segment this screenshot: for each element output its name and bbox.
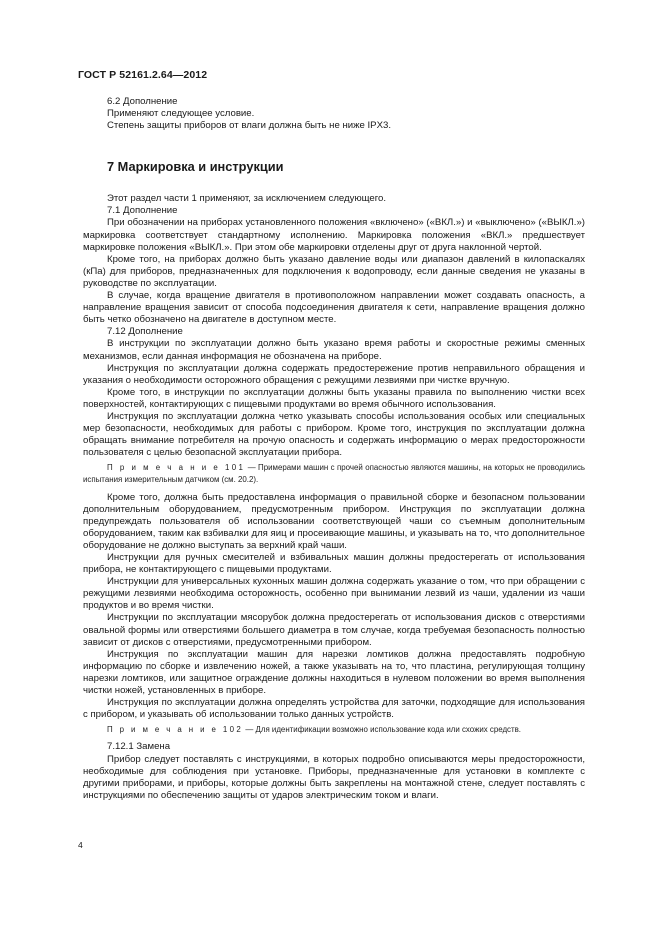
- note-label: П р и м е ч а н и е 101: [107, 463, 246, 473]
- paragraph: Инструкции для универсальных кухонных машин должна содержать указание о том, что при обращении с режущими лезвиями необходима осторожность, особенно при вынимании лезвий из чаши, удалении из чаши продуктов и во время чистки.: [83, 576, 585, 612]
- paragraph: Инструкция по эксплуатации машин для нарезки ломтиков должна предоставлять подробную информацию по сборке и извлечению ножей, а также указывать на то, что пластина, регулирующая толщину нарезки ломтиков, или защитное ограждение должны находиться в нулевом положении во время выполнения чистки ножей, установленных в приборе.: [83, 648, 585, 697]
- paragraph: Кроме того, в инструкции по эксплуатации должны быть указаны правила по выполнению чистки всех поверхностей, контактирующих с пищевыми продуктами во время обычного использования.: [83, 386, 585, 410]
- paragraph: Инструкции по эксплуатации мясорубок должна предостерегать от использования дисков с отверстиями овальной формы или отверстиями большего диаметра в том случае, когда требуемая безопасность полностью зависит от дисков с отверстиями, предусмотренными прибором.: [83, 612, 585, 648]
- paragraph: Степень защиты приборов от влаги должна быть не ниже IPX3.: [107, 120, 391, 132]
- paragraph: В случае, когда вращение двигателя в противоположном направлении может создавать опасность, а направление вращения зависит от способа подсоединения двигателя к сети, направление вращения должно быть четко обозначено на двигателе в доступном месте.: [83, 290, 585, 326]
- document-body: [83, 96, 585, 802]
- note-101: [83, 462, 585, 486]
- document-header: ГОСТ Р 52161.2.64—2012: [78, 69, 208, 81]
- paragraph: В инструкции по эксплуатации должно быть указано время работы и скоростные режимы сменных механизмов, если данная информация не обозначена на приборе.: [83, 338, 585, 362]
- section-7-12-title: 7.12 Дополнение: [107, 326, 183, 338]
- paragraph: Прибор следует поставлять с инструкциями, в которых подробно описываются меры предосторожности, необходимые для соблюдения при установке. Приборы, предназначенные для установки в комплекте с другими приборами, и приборы, которые должны быть закреплены на монтажной стене, следует поставлять с инструкциями по обеспечению защиты от ударов электрическим током и влаги.: [83, 753, 585, 801]
- paragraph: Инструкция по эксплуатации должна содержать предостережение против неправильного обращения и указания о необходимости осторожного обращения с режущими лезвиями при чистке вручную.: [83, 362, 585, 386]
- note-label: П р и м е ч а н и е 102: [107, 725, 244, 735]
- note-text: — Примерами машин с прочей опасностью являются машины, на которых не проводились испытания измерительным датчиком (см. 20.2).: [83, 463, 585, 485]
- paragraph: Инструкция по эксплуатации должна четко указывать способы использования особых или специальных мер безопасности, необходимых для работы с прибором. Кроме того, инструкция по эксплуатации должна обращать внимание потребителя на прочую опасность и содержать информацию о мерах предосторожности пользователя с целью безопасной эксплуатации прибора.: [83, 410, 585, 459]
- section-7-heading: 7 Маркировка и инструкции: [107, 159, 284, 175]
- section-7-12-1-title: 7.12.1 Замена: [107, 741, 171, 753]
- paragraph: Кроме того, должна быть предоставлена информация о правильной сборке и безопасном пользовании дополнительным оборудованием, предусмотренным прибором. Инструкция по эксплуатации должна предупреждать пользователя об использовании соответствующей чаши со съемным дополнительным оборудованием, таким как взбивалки для яиц и просеивающие машины, и указывать на то, что дополнительное оборудование не должно выступать за верхний край чаши.: [83, 491, 585, 551]
- note-102: [83, 724, 585, 736]
- paragraph: Применяют следующее условие.: [107, 108, 255, 120]
- section-6-2-title: 6.2 Дополнение: [107, 96, 178, 107]
- paragraph: Этот раздел части 1 применяют, за исключением следующего.: [107, 193, 387, 205]
- paragraph: Инструкция по эксплуатации должна определять устройства для заточки, подходящие для использования с прибором, и указывать об использовании только данных устройств.: [83, 697, 585, 721]
- paragraph: Инструкции для ручных смесителей и взбивальных машин должны предостерегать от использования прибора, не контактирующего с пищевыми продуктами.: [83, 552, 585, 576]
- section-7-1-title: 7.1 Дополнение: [107, 205, 178, 217]
- note-text: — Для идентификации возможно использование кода или схожих средств.: [243, 725, 521, 735]
- paragraph: Кроме того, на приборах должно быть указано давление воды или диапазон давлений в килопаскалях (кПа) для приборов, предназначенных для подключения к водопроводу, если данные сведения не указаны в руководстве по эксплуатации.: [83, 253, 585, 289]
- paragraph: При обозначении на приборах установленного положения «включено» («ВКЛ.») и «выключено» («ВЫКЛ.») маркировка соответствует стандартному исполнению. Маркировка положения «ВКЛ.» предшествует маркировке положения «ВЫКЛ.». При этом обе маркировки отделены друг от друга наклонной чертой.: [83, 217, 585, 253]
- page-number: 4: [78, 840, 83, 850]
